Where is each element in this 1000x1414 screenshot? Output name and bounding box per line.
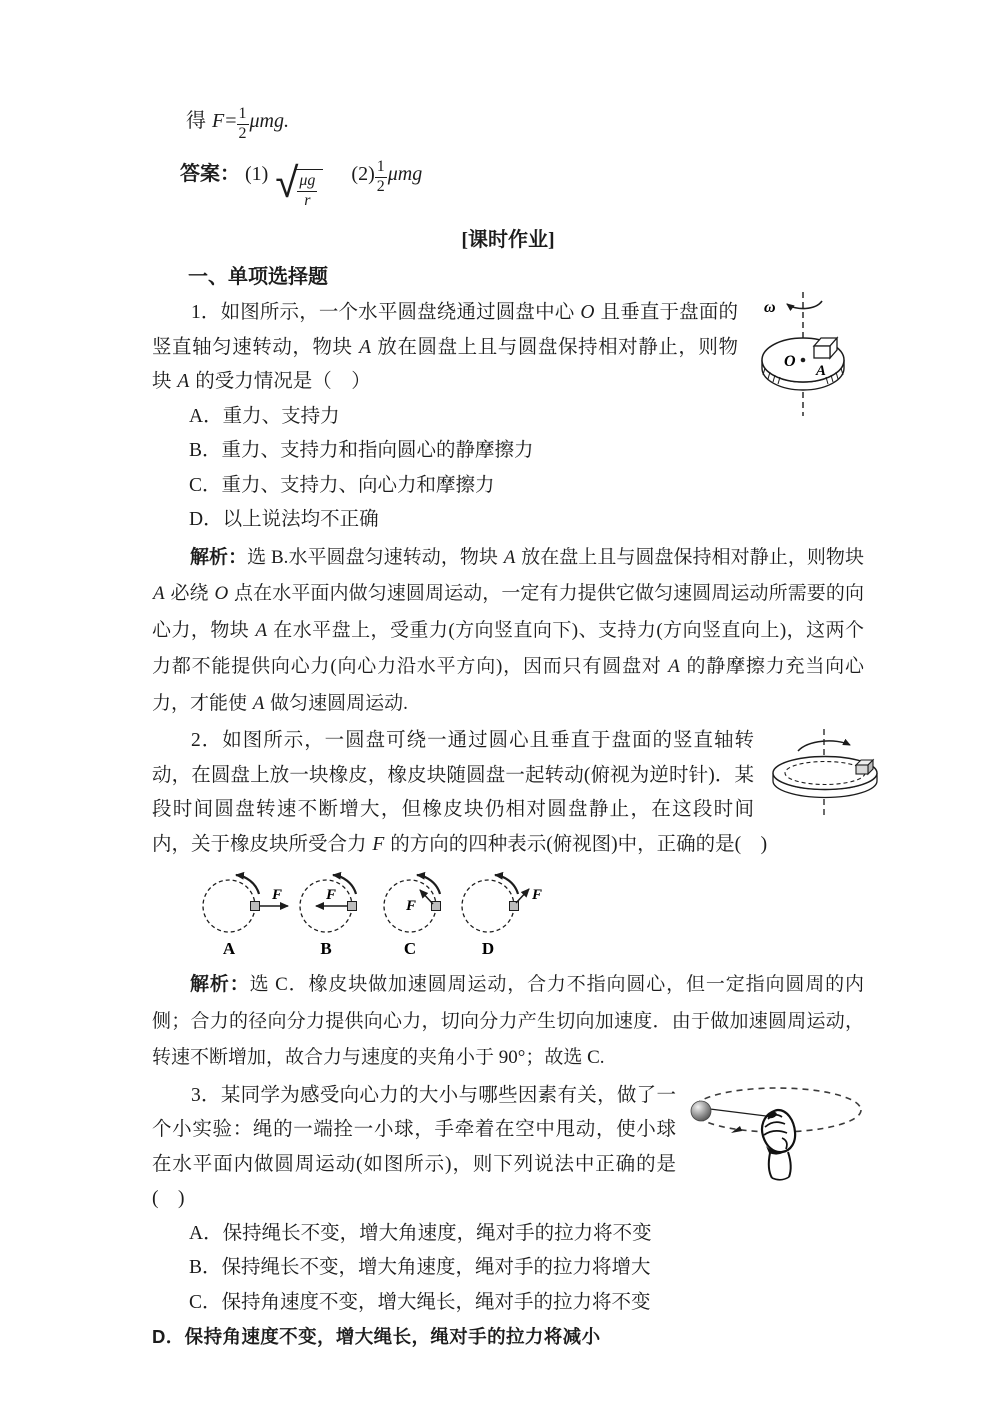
text-run: 的静摩擦力充当向心力，才能使 xyxy=(152,656,864,714)
option-b xyxy=(189,434,864,469)
math-var: F xyxy=(212,110,225,132)
option-c xyxy=(189,469,864,504)
choice-letter: D xyxy=(481,939,495,959)
q1-options xyxy=(189,400,864,538)
math-var: A xyxy=(153,583,165,605)
q2-figure xyxy=(762,724,894,824)
text-run: 2．如图所示，一圆盘可绕一通过圆心且垂直于盘面的竖直轴转动，在圆盘上放一块橡皮，橡皮块随圆盘一起转动(俯视为逆时针)．某段时间圆盘转速不断增大，但橡皮块仍相对圆盘静止，在这段时间内，关于橡皮块所受合力 xyxy=(152,730,754,855)
choice-c-diagram xyxy=(384,875,441,958)
rotating-disk-figure xyxy=(748,288,880,420)
answer-item1-prefix: (1) xyxy=(245,162,274,185)
option-d xyxy=(152,1320,864,1355)
q2-stem xyxy=(152,724,864,862)
math-var: A xyxy=(359,336,371,358)
fraction-ug-over-r: $\frac{\mu g}{r}$ xyxy=(299,171,316,209)
text-run: 选 B.水平圆盘匀速转动，物块 xyxy=(247,546,503,568)
math-var: O xyxy=(580,302,595,324)
text-run: 放在盘上且与圆盘保持相对静止，则物块 xyxy=(516,546,864,568)
rubber-block xyxy=(856,760,873,774)
option-label: A． xyxy=(189,405,223,427)
answer-item2-prefix: (2) xyxy=(351,162,375,185)
derivation-line xyxy=(186,104,864,143)
option-label: C． xyxy=(189,474,222,496)
math-var: A xyxy=(255,619,268,641)
block-label: A xyxy=(816,363,827,380)
equals-sign: = xyxy=(225,110,237,132)
question-2 xyxy=(152,724,864,1077)
option-text: 重力、支持力和指向圆心的静摩擦力 xyxy=(221,440,534,462)
q1-analysis xyxy=(152,540,864,723)
option-text: 以上说法均不正确 xyxy=(222,509,379,531)
force-label: F xyxy=(272,887,283,904)
force-direction-choices xyxy=(188,866,558,958)
option-text: 保持绳长不变，增大角速度，绳对手的拉力将不变 xyxy=(222,1222,652,1244)
choice-letter: C xyxy=(403,939,417,959)
section-header: 一、单项选择题 xyxy=(188,266,328,289)
string xyxy=(710,1109,774,1117)
answer-label: 答案： xyxy=(180,162,240,185)
text-run: 的受力情况是（ ） xyxy=(190,371,371,393)
option-label: A． xyxy=(189,1222,223,1244)
text-run: 的方向的四种表示(俯视图)中，正确的是( ) xyxy=(385,833,768,855)
center-label: O xyxy=(784,353,796,371)
choice-d-diagram xyxy=(462,875,542,958)
option-label: C． xyxy=(189,1291,222,1313)
question-3 xyxy=(152,1079,864,1355)
q3-figure xyxy=(684,1075,868,1183)
hand xyxy=(762,1110,795,1180)
choice-b-diagram xyxy=(300,875,357,958)
q2-choice-diagram xyxy=(188,866,864,963)
option-label: B． xyxy=(189,440,222,462)
radical-symbol: √ xyxy=(275,157,299,207)
math-var: F xyxy=(372,833,385,855)
text-run: 放在圆盘上且与圆盘保持相对静止，则物块 xyxy=(152,336,738,393)
turntable-figure xyxy=(762,724,894,824)
option-c xyxy=(189,1286,864,1321)
question-1 xyxy=(152,296,864,722)
option-text: 重力、支持力 xyxy=(222,405,340,427)
text-run: 点在水平面内做匀速圆周运动，一定有力提供它做匀速圆周运动所需要的向心力，物块 xyxy=(152,583,864,641)
math-expression: μmg xyxy=(387,162,423,185)
analysis-body xyxy=(152,547,864,714)
q3-options xyxy=(152,1217,864,1355)
math-var: O xyxy=(214,583,229,605)
choice-letter: B xyxy=(320,939,332,959)
homework-header: [课时作业] xyxy=(461,229,555,252)
center-dot xyxy=(801,358,806,363)
text-run: 做匀速圆周运动. xyxy=(265,692,408,714)
text-run: 选 C．橡皮块做加速圆周运动，合力不指向圆心，但一定指向圆周的内侧；合力的径向分力提供向心力，切向分力产生切向加速度．由于做加速圆周运动，转速不断增加，故合力与速度的夹角小于 90°；故选 C. xyxy=(152,974,864,1069)
analysis-body xyxy=(152,974,864,1068)
q2-analysis xyxy=(152,967,864,1077)
text-run: 必绕 xyxy=(165,583,214,605)
fraction-one-half: $\frac{1}{2}$ xyxy=(238,105,247,142)
choice-a-diagram xyxy=(203,875,288,958)
option-label: B． xyxy=(189,1257,222,1279)
direction-arrowhead xyxy=(731,1126,742,1133)
ball xyxy=(691,1101,711,1121)
option-a xyxy=(189,1217,864,1252)
option-text: 重力、支持力、向心力和摩擦力 xyxy=(221,474,495,496)
omega-label: ω xyxy=(764,299,776,317)
text-run: 1．如图所示，一个水平圆盘绕通过圆盘中心 xyxy=(191,302,580,324)
option-text: 保持角速度不变，增大绳长，绳对手的拉力将不变 xyxy=(221,1291,651,1313)
math-var: A xyxy=(252,692,265,714)
analysis-label: 解析： xyxy=(190,974,250,996)
option-text: 保持角速度不变，增大绳长，绳对手的拉力将减小 xyxy=(184,1326,601,1348)
choice-letter: A xyxy=(222,939,236,959)
option-text: 保持绳长不变，增大角速度，绳对手的拉力将增大 xyxy=(221,1257,651,1279)
math-var: A xyxy=(177,371,190,393)
derivation-lead: 得 xyxy=(186,110,211,132)
text-run: 在水平盘上，受重力(方向竖直向下)、支持力(方向竖直向上)，这两个力都不能提供向心力(向心力沿水平方向)，因而只有圆盘对 xyxy=(152,619,864,678)
rotation-arrow xyxy=(787,301,822,309)
force-label: F xyxy=(405,898,416,915)
option-label: D． xyxy=(189,509,223,531)
force-label: F xyxy=(532,887,543,904)
option-b xyxy=(189,1251,864,1286)
fraction-one-half: $\frac{1}{2}$ xyxy=(376,158,385,195)
math-var: A xyxy=(668,656,680,678)
answer-line xyxy=(180,157,864,210)
option-label: D． xyxy=(152,1326,185,1348)
q1-figure xyxy=(748,288,880,420)
math-var: A xyxy=(503,546,516,568)
analysis-label: 解析： xyxy=(190,546,248,568)
sqrt-expression xyxy=(275,157,323,210)
math-expression: μmg. xyxy=(249,110,289,132)
hand-swinging-ball-figure xyxy=(684,1075,868,1183)
text-run: 3．某同学为感受向心力的大小与哪些因素有关，做了一个小实验：绳的一端拴一小球，手牵着在空中甩动，使小球在水平面内做圆周运动(如图所示)，则下列说法中正确的是 ( ) xyxy=(152,1084,696,1210)
option-d xyxy=(189,503,864,538)
text-run: 且垂直于盘面的竖直轴匀速转动，物块 xyxy=(152,302,738,358)
force-label: F xyxy=(326,887,337,904)
